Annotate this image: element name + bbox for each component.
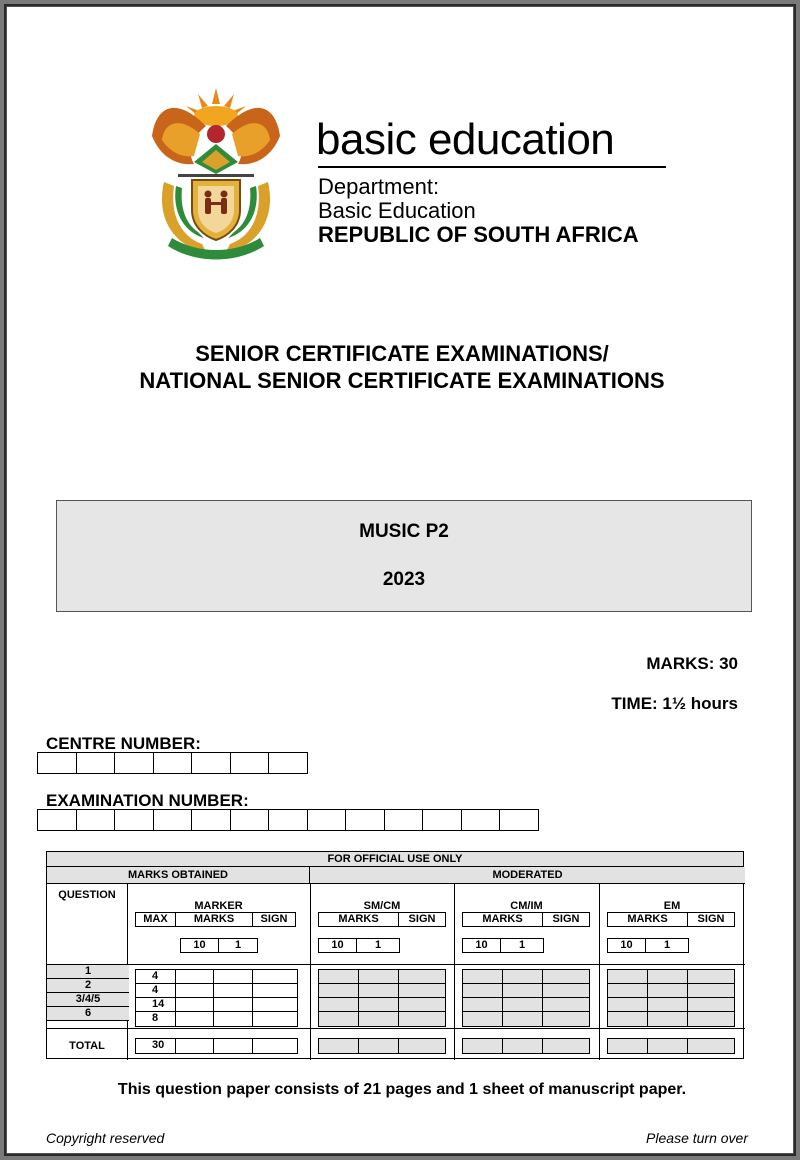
examination-number-cell <box>153 809 193 831</box>
exam-title-line2: NATIONAL SENIOR CERTIFICATE EXAMINATIONS <box>139 368 665 393</box>
subject-box <box>56 500 752 612</box>
question-list <box>47 965 129 1021</box>
question-label: 1 <box>47 965 129 979</box>
marker-scale: 10 1 <box>180 938 258 953</box>
department-name: Basic Education <box>318 198 476 223</box>
em-marks-grid <box>607 969 735 1027</box>
examination-number-cell <box>461 809 501 831</box>
official-use-title: FOR OFFICIAL USE ONLY <box>47 852 743 867</box>
em-header-row: MARKS SIGN <box>607 912 735 927</box>
marker-header-row: MAX MARKS SIGN <box>135 912 296 927</box>
examination-number-cell <box>307 809 347 831</box>
centre-number-cell <box>230 752 270 774</box>
cmim-header-row: MARKS SIGN <box>462 912 590 927</box>
em-label: EM <box>663 900 681 912</box>
marker-total-grid: 30 <box>135 1038 298 1054</box>
official-use-table <box>46 851 744 1059</box>
copyright-notice: Copyright reserved <box>46 1130 165 1146</box>
cmim-marks-grid <box>462 969 590 1027</box>
examination-number-cell <box>422 809 462 831</box>
examination-number-cells <box>38 809 539 831</box>
examination-number-cell <box>499 809 539 831</box>
smcm-total-grid <box>318 1038 446 1054</box>
smcm-label: SM/CM <box>363 900 401 912</box>
cmim-scale: 10 1 <box>462 938 544 953</box>
exam-cover-page <box>4 4 796 1156</box>
examination-number-cell <box>76 809 116 831</box>
question-column-label: QUESTION <box>58 889 116 901</box>
moderated-header: MODERATED <box>310 867 745 884</box>
department-label: Department: <box>318 174 440 199</box>
marker-marks-grid: 4 4 14 8 <box>135 969 298 1027</box>
turn-over-notice: Please turn over <box>646 1130 748 1146</box>
examination-number-cell <box>230 809 270 831</box>
em-total-grid <box>607 1038 735 1054</box>
examination-number-cell <box>268 809 308 831</box>
centre-number-label: CENTRE NUMBER: <box>46 734 201 753</box>
page-count-note: This question paper consists of 21 pages and 1 sheet of manuscript paper. <box>117 1081 687 1098</box>
marker-label: MARKER <box>194 900 243 912</box>
examination-number-cell <box>191 809 231 831</box>
centre-number-cell <box>191 752 231 774</box>
centre-number-cell <box>76 752 116 774</box>
centre-number-cell <box>37 752 77 774</box>
brand-title: basic education <box>316 115 615 164</box>
examination-number-label: EXAMINATION NUMBER: <box>46 791 249 810</box>
exam-year: 2023 <box>382 569 426 590</box>
em-scale: 10 1 <box>607 938 689 953</box>
brand-divider <box>318 166 666 168</box>
question-label: 2 <box>47 979 129 993</box>
exam-title-line1: SENIOR CERTIFICATE EXAMINATIONS/ <box>195 341 609 366</box>
question-label: 3/4/5 <box>47 993 129 1007</box>
subject-name: MUSIC P2 <box>359 521 449 542</box>
smcm-header-row: MARKS SIGN <box>318 912 446 927</box>
cmim-label: CM/IM <box>510 900 543 912</box>
centre-number-cell <box>114 752 154 774</box>
smcm-scale: 10 1 <box>318 938 400 953</box>
examination-number-cell <box>384 809 424 831</box>
total-marks: MARKS: 30 <box>646 654 738 673</box>
examination-number-cell <box>114 809 154 831</box>
total-label: TOTAL <box>69 1040 105 1052</box>
coat-of-arms-logo <box>146 86 286 264</box>
examination-number-cell <box>37 809 77 831</box>
centre-number-cell <box>268 752 308 774</box>
smcm-marks-grid <box>318 969 446 1027</box>
examination-number-cell <box>345 809 385 831</box>
country-name: REPUBLIC OF SOUTH AFRICA <box>318 222 639 247</box>
marks-obtained-header: MARKS OBTAINED <box>47 867 310 884</box>
exam-time: TIME: 1½ hours <box>611 694 738 713</box>
centre-number-cell <box>153 752 193 774</box>
cmim-total-grid <box>462 1038 590 1054</box>
centre-number-cells <box>38 752 308 774</box>
question-label: 6 <box>47 1007 129 1021</box>
